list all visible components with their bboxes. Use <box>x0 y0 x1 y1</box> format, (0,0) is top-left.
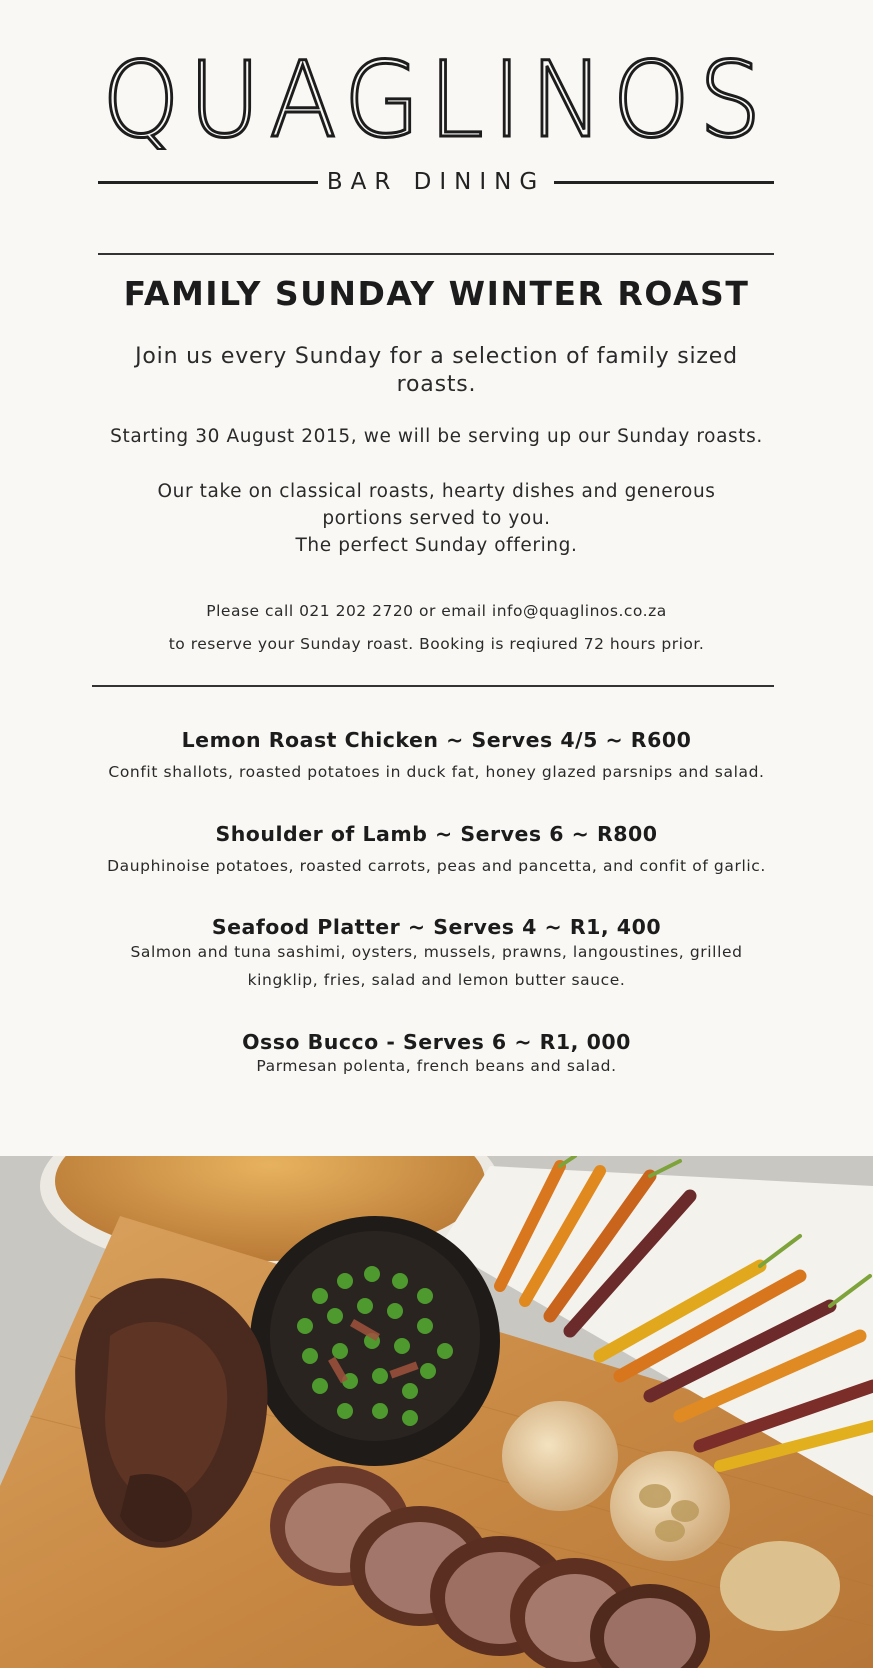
menu-item-name: Lemon Roast Chicken ~ Serves 4/5 ~ R600 <box>181 728 692 752</box>
event-title: FAMILY SUNDAY WINTER ROAST <box>123 274 750 313</box>
event-description: Our take on classical roasts, hearty dishes and generous portions served to you. <box>157 481 716 529</box>
event-start-date: Starting 30 August 2015, we will be serving up our Sunday roasts. <box>110 426 763 447</box>
event-lead: Join us every Sunday for a selection of family sized roasts. <box>135 344 738 397</box>
menu-item-name: Osso Bucco - Serves 6 ~ R1, 000 <box>242 1030 631 1054</box>
logo <box>98 40 774 150</box>
logo-subtitle-row <box>98 166 774 198</box>
logo-subtitle: BAR DINING <box>326 169 546 195</box>
menu-item-description: Salmon and tuna sashimi, oysters, mussels, prawns, langoustines, grilled kingklip, fries, salad and lemon butter sauce. <box>130 943 743 989</box>
logo-wordmark <box>98 40 774 150</box>
subtitle-divider-right <box>554 181 774 184</box>
top-divider <box>98 253 774 255</box>
booking-note: to reserve your Sunday roast. Booking is reqiured 72 hours prior. <box>168 635 705 653</box>
food-illustration <box>0 1156 873 1668</box>
menu-item-name: Shoulder of Lamb ~ Serves 6 ~ R800 <box>215 822 658 846</box>
contact-line: Please call 021 202 2720 or email info@quaglinos.co.za <box>206 602 667 620</box>
event-tagline: The perfect Sunday offering. <box>295 535 578 556</box>
menu-item-description: Dauphinoise potatoes, roasted carrots, peas and pancetta, and confit of garlic. <box>107 857 766 875</box>
menu-item-description: Confit shallots, roasted potatoes in duck fat, honey glazed parsnips and salad. <box>108 763 765 781</box>
menu-divider <box>92 685 774 687</box>
menu-item-description: Parmesan polenta, french beans and salad. <box>256 1057 617 1075</box>
menu-item-name: Seafood Platter ~ Serves 4 ~ R1, 400 <box>211 915 662 939</box>
logo-text: QUAGLINOS <box>102 40 770 150</box>
roast-platter-photo <box>0 1156 873 1668</box>
subtitle-divider-left <box>98 181 318 184</box>
